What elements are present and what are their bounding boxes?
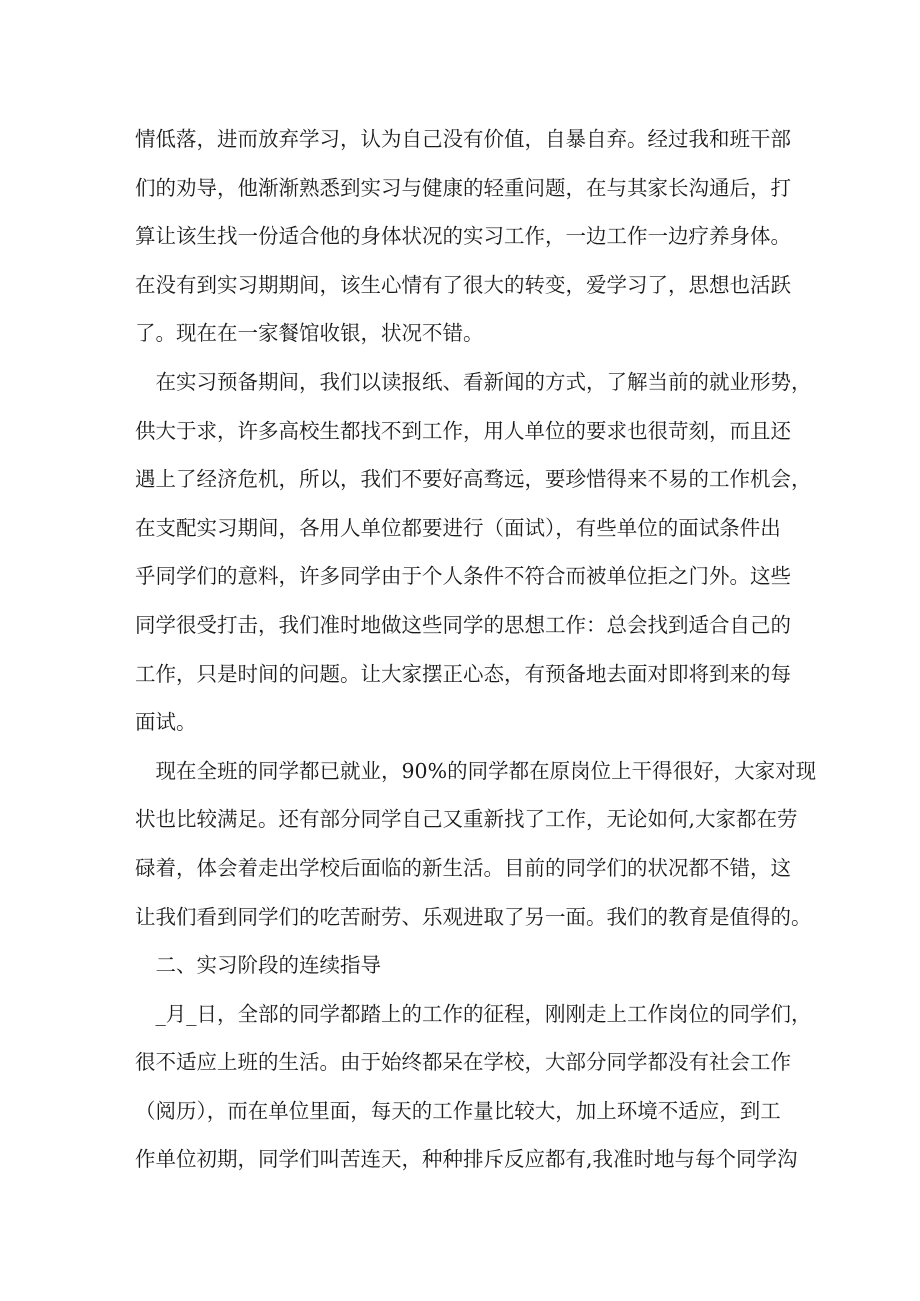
text-line: 情低落，进而放弃学习，认为自己没有价值，自暴自弃。经过我和班干部 [135,127,791,151]
text-line: 乎同学们的意料，许多同学由于个人条件不符合而被单位拒之门外。这些 [135,564,791,589]
text-line: 在没有到实习期期间，该生心情有了很大的转变，爱学习了，思想也活跃 [135,272,791,297]
text-line: 遇上了经济危机，所以，我们不要好高骛远，要珍惜得来不易的工作机会， [135,467,812,492]
document-body [135,115,817,1184]
text-line: 面试。 [135,710,197,735]
text-line: 们的劝导，他渐渐熟悉到实习与健康的轻重问题，在与其家长沟通后，打 [135,175,791,200]
text-line: 在支配实习期间，各用人单位都要进行（面试），有些单位的面试条件出 [135,515,781,540]
text-line: 作单位初期，同学们叫苦连天，种种排斥反应都有,我准时地与每个同学沟 [135,1147,798,1172]
text-line: 很不适应上班的生活。由于始终都呆在学校，大部分同学都没有社会工作 [135,1050,791,1075]
text-line: 在实习预备期间，我们以读报纸、看新闻的方式，了解当前的就业形势， [135,369,812,394]
text-line: 同学很受打击，我们准时地做这些同学的思想工作：总会找到适合自己的 [135,612,791,637]
text-line: 工作，只是时间的问题。让大家摆正心态，有预备地去面对即将到来的每 [135,661,791,686]
section-heading: 二、实习阶段的连续指导 [135,953,381,978]
text-line: 让我们看到同学们的吃苦耐劳、乐观进取了另一面。我们的教育是值得的。 [135,904,812,929]
text-line: 现在全班的同学都已就业，90%的同学都在原岗位上干得很好，大家对现 [135,758,817,783]
text-line: 算让该生找一份适合他的身体状况的实习工作，一边工作一边疗养身体。 [135,224,791,249]
text-line: _月_日，全部的同学都踏上的工作的征程，刚刚走上工作岗位的同学们， [135,1001,812,1026]
text-line: （阅历），而在单位里面，每天的工作量比较大，加上环境不适应，到工 [135,1098,781,1123]
text-line: 了。现在在一家餐馆收银，状况不错。 [135,321,484,346]
text-line: 状也比较满足。还有部分同学自己又重新找了工作，无论如何,大家都在劳 [135,807,798,832]
text-line: 供大于求，许多高校生都找不到工作，用人单位的要求也很苛刻，而且还 [135,418,791,443]
text-line: 碌着，体会着走出学校后面临的新生活。目前的同学们的状况都不错，这 [135,855,791,880]
